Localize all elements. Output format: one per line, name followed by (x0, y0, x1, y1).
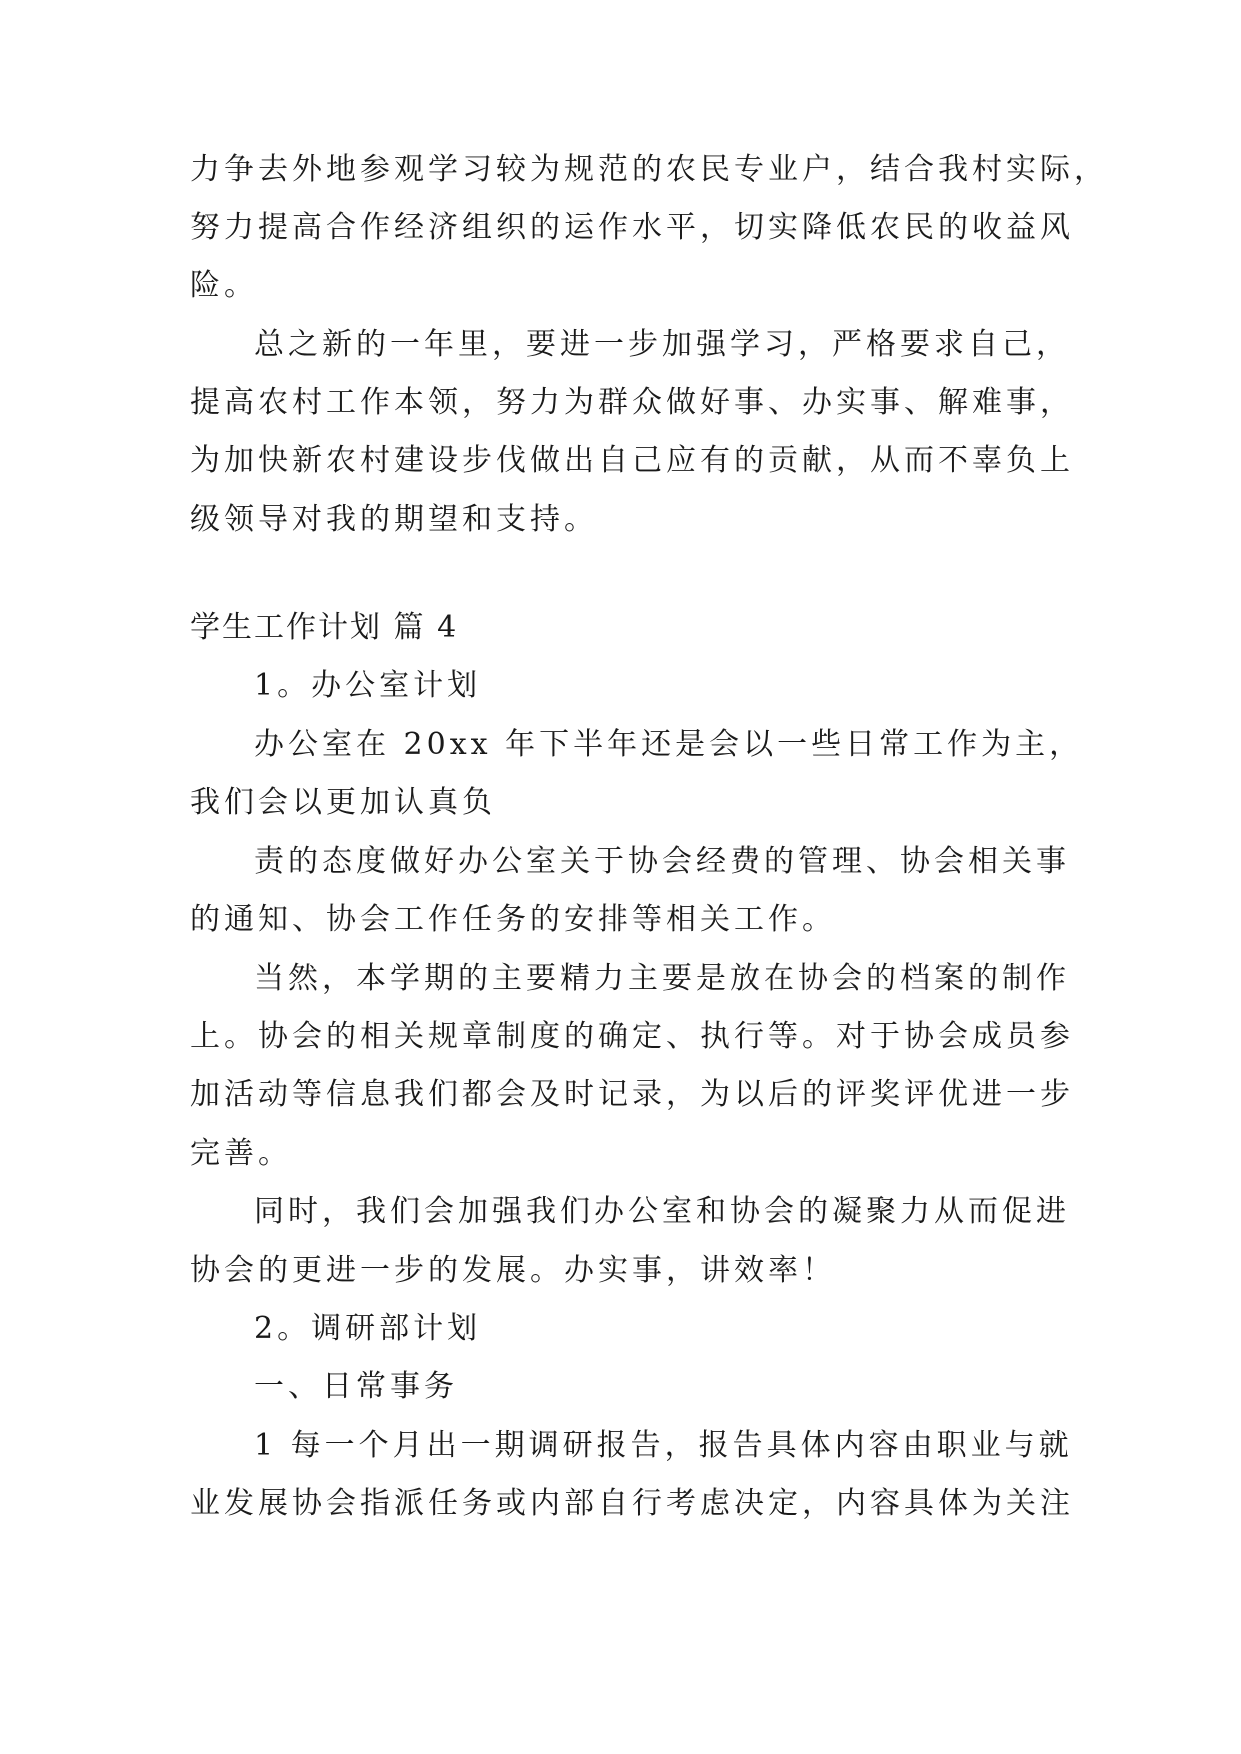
paragraph-line: 总之新的一年里，要进一步加强学习，严格要求自己， (254, 327, 1070, 362)
paragraph-line: 级领导对我的期望和支持。 (190, 502, 598, 537)
paragraph-line: 1 每一个月出一期调研报告，报告具体内容由职业与就 (254, 1428, 1073, 1463)
subsection-heading: 1。办公室计划 (254, 668, 482, 703)
paragraph-line: 上。协会的相关规章制度的确定、执行等。对于协会成员参 (190, 1019, 1074, 1054)
subsection-heading: 2。调研部计划 (254, 1311, 482, 1346)
paragraph-line: 险。 (190, 268, 258, 303)
paragraph-line: 当然，本学期的主要精力主要是放在协会的档案的制作 (254, 961, 1070, 996)
paragraph-line: 提高农村工作本领，努力为群众做好事、办实事、解难事， (190, 385, 1074, 420)
paragraph-line: 协会的更进一步的发展。办实事，讲效率！ (190, 1253, 836, 1288)
paragraph-line: 的通知、协会工作任务的安排等相关工作。 (190, 902, 836, 937)
paragraph-line: 完善。 (190, 1136, 292, 1171)
section-heading: 学生工作计划 篇 4 (190, 610, 459, 645)
paragraph-line: 努力提高合作经济组织的运作水平，切实降低农民的收益风 (190, 210, 1074, 245)
paragraph-line: 同时，我们会加强我们办公室和协会的凝聚力从而促进 (254, 1194, 1070, 1229)
paragraph-line: 力争去外地参观学习较为规范的农民专业户，结合我村实际， (190, 152, 1108, 187)
subsection-heading: 一、日常事务 (254, 1369, 458, 1404)
paragraph-line: 加活动等信息我们都会及时记录，为以后的评奖评优进一步 (190, 1077, 1074, 1112)
paragraph-line: 责的态度做好办公室关于协会经费的管理、协会相关事 (254, 844, 1070, 879)
paragraph-line: 为加快新农村建设步伐做出自己应有的贡献，从而不辜负上 (190, 443, 1074, 478)
paragraph-line: 办公室在 20xx 年下半年还是会以一些日常工作为主， (254, 727, 1084, 762)
paragraph-line: 业发展协会指派任务或内部自行考虑决定，内容具体为关注 (190, 1486, 1074, 1521)
paragraph-line: 我们会以更加认真负 (190, 785, 496, 820)
